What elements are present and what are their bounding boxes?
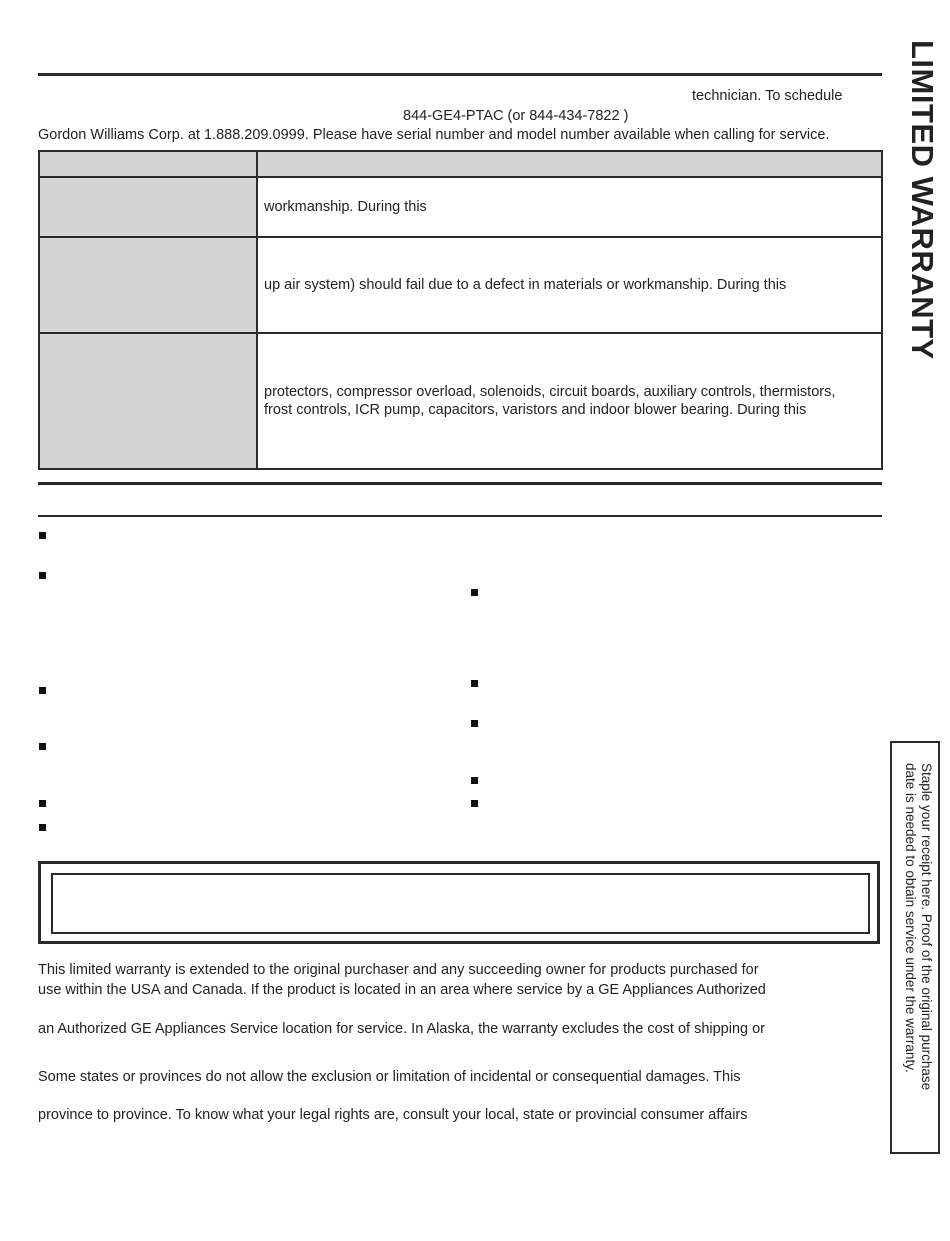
table-row	[39, 177, 882, 237]
table-row-label-cell	[39, 333, 257, 469]
list-bullet-right-3	[471, 720, 478, 727]
table-row-text-line-2: frost controls, ICR pump, capacitors, varistors and indoor blower bearing. During this	[264, 402, 807, 418]
table-header-cell-period	[39, 151, 257, 177]
list-bullet-right-1	[471, 589, 478, 596]
section-rule-2	[38, 515, 882, 517]
bottom-text-line-3: an Authorized GE Appliances Service location for service. In Alaska, the warranty excludes the cost of shipping or	[38, 1021, 766, 1037]
header-line-1: technician. To schedule	[692, 88, 843, 104]
list-bullet-left-3	[39, 687, 46, 694]
list-bullet-left-4	[39, 743, 46, 750]
table-row-text: workmanship. During this	[257, 177, 882, 237]
list-bullet-left-2	[39, 572, 46, 579]
table-header-cell-coverage	[257, 151, 882, 177]
receipt-staple-box	[890, 741, 940, 1154]
warranty-table-header	[39, 151, 882, 177]
side-title-text: LIMITED WARRANTY	[905, 40, 940, 360]
list-bullet-left-1	[39, 532, 46, 539]
table-row-text: up air system) should fail due to a defect in materials or workmanship. During this	[257, 237, 882, 333]
table-row-text-cell	[257, 333, 882, 469]
receipt-note	[902, 763, 934, 1133]
section-rule-1	[38, 482, 882, 485]
header-line-3: Gordon Williams Corp. at 1.888.209.0999. Please have serial number and model number available when calling for service.	[38, 127, 830, 143]
warranty-table	[38, 150, 883, 470]
list-bullet-left-5	[39, 800, 46, 807]
table-row-label-cell	[39, 237, 257, 333]
top-rule	[38, 73, 882, 76]
table-row	[39, 237, 882, 333]
header-line-2: 844-GE4-PTAC (or 844-434-7822 )	[403, 108, 629, 124]
notice-box	[38, 861, 880, 944]
limited-warranty-side-title	[892, 40, 950, 380]
bottom-text-line-1: This limited warranty is extended to the original purchaser and any succeeding owner for products purchased for	[38, 962, 759, 978]
table-row-label-cell	[39, 177, 257, 237]
list-bullet-right-4	[471, 777, 478, 784]
list-bullet-right-2	[471, 680, 478, 687]
bottom-text-line-5: province to province. To know what your legal rights are, consult your local, state or provincial consumer affairs	[38, 1107, 748, 1123]
receipt-note-line-2: date is needed to obtain service under the warranty.	[903, 763, 918, 1073]
bottom-text-line-2: use within the USA and Canada. If the product is located in an area where service by a GE Appliances Authorized	[38, 982, 766, 998]
list-bullet-left-6	[39, 824, 46, 831]
bottom-text-line-4: Some states or provinces do not allow the exclusion or limitation of incidental or consequential damages. This	[38, 1069, 741, 1085]
receipt-note-line-1: Staple your receipt here. Proof of the original purchase	[919, 763, 934, 1091]
table-row	[39, 333, 882, 469]
list-bullet-right-5	[471, 800, 478, 807]
table-row-text-line-1: protectors, compressor overload, solenoids, circuit boards, auxiliary controls, thermistors,	[264, 384, 836, 400]
notice-box-inner	[51, 873, 870, 934]
